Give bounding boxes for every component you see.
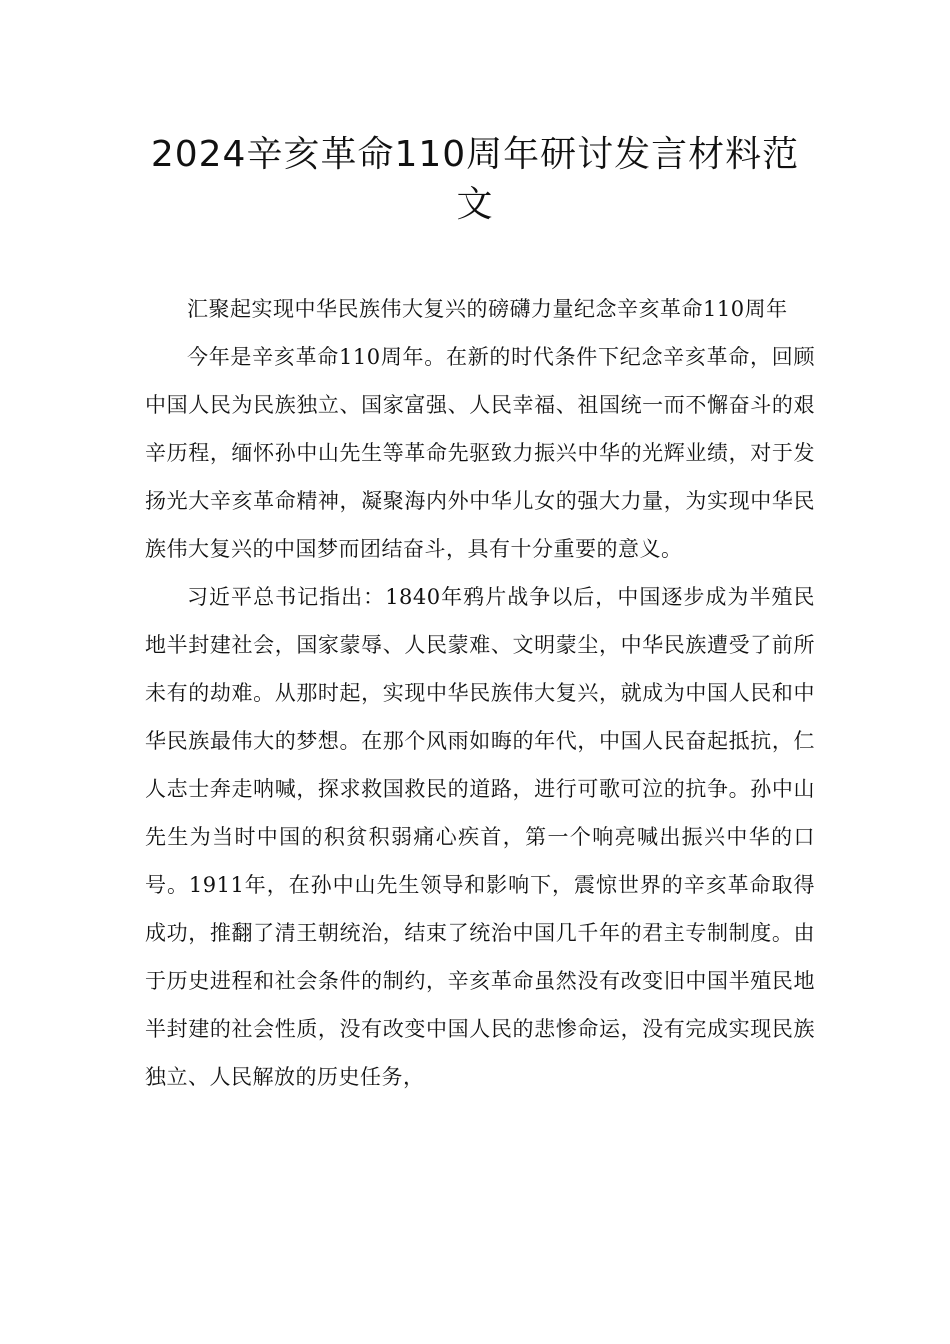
title-line-1: 2024辛亥革命110周年研讨发言材料范 [150, 134, 800, 175]
paragraph-intro: 今年是辛亥革命110周年。在新的时代条件下纪念辛亥革命，回顾中国人民为民族独立、国家富强、人民幸福、祖国统一而不懈奋斗的艰辛历程，缅怀孙中山先生等革命先驱致力振兴中华的光辉业绩，对于发扬光大辛亥革命精神，凝聚海内外中华儿女的强大力量，为实现中华民族伟大复兴的中国梦而团结奋斗，具有十分重要的意义。 [145, 345, 815, 561]
paragraph-history: 习近平总书记指出：1840年鸦片战争以后，中国逐步成为半殖民地半封建社会，国家蒙辱、人民蒙难、文明蒙尘，中华民族遭受了前所未有的劫难。从那时起，实现中华民族伟大复兴，就成为中国人民和中华民族最伟大的梦想。在那个风雨如晦的年代，中国人民奋起抵抗，仁人志士奔走呐喊，探求救国救民的道路，进行可歌可泣的抗争。孙中山先生为当时中国的积贫积弱痛心疾首，第一个响亮喊出振兴中华的口号。1911年，在孙中山先生领导和影响下，震惊世界的辛亥革命取得成功，推翻了清王朝统治，结束了统治中国几千年的君主专制制度。由于历史进程和社会条件的制约，辛亥革命虽然没有改变旧中国半殖民地半封建的社会性质，没有改变中国人民的悲惨命运，没有完成实现民族独立、人民解放的历史任务， [145, 585, 815, 1089]
title-line-2: 文 [456, 184, 494, 225]
document-title [120, 130, 830, 230]
paragraph-subtitle: 汇聚起实现中华民族伟大复兴的磅礴力量纪念辛亥革命110周年 [187, 297, 788, 321]
document-body [145, 285, 815, 1101]
